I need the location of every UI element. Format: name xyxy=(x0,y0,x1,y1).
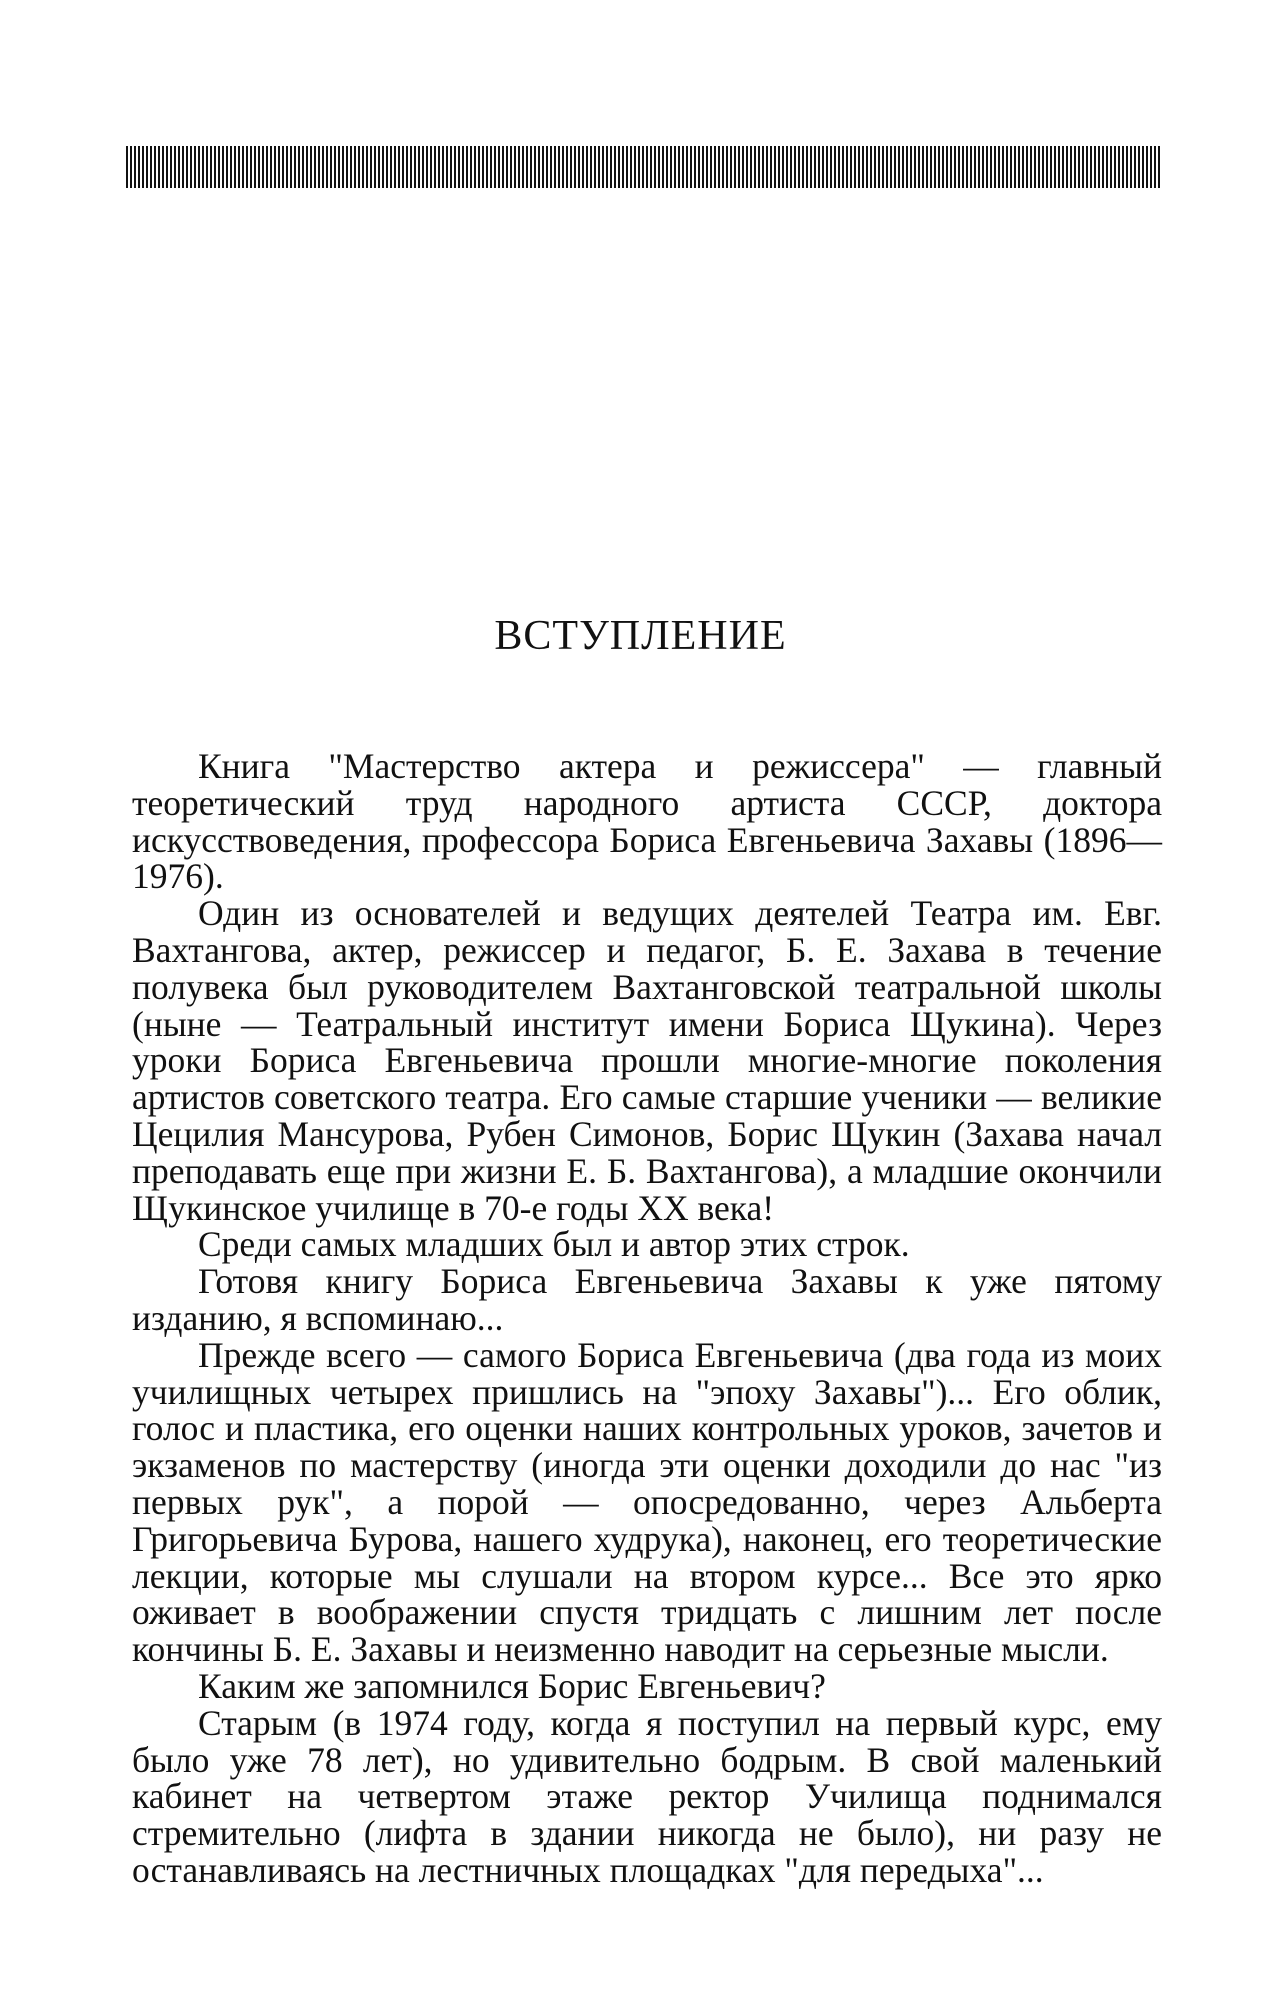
paragraph: Среди самых младших был и автор этих строк. xyxy=(198,1224,910,1265)
chapter-body xyxy=(132,748,1162,1889)
paragraph: Прежде всего — самого Бориса Евгеньевича (два года из моих училищных четырех пришлись на "эпоху Захавы")... Его облик, голос и пластика, его оценки наших контрольных уроков, зачетов и экзаменов по мастерству (иногда эти оценки доходили до нас "из первых рук", а порой — опосредованно, через Альберта Григорьевича Бурова, нашего худрука), наконец, его теоретические лекции, которые мы слушали на втором курсе... Все это ярко оживает в воображении спустя тридцать с лишним лет после кончины Б. Е. Захавы и неизменно наводит на серьезные мысли. xyxy=(132,1334,1162,1670)
paragraph: Один из основателей и ведущих деятелей Театра им. Евг. Вахтангова, актер, режиссер и педагог, Б. Е. Захава в течение полувека был руководителем Вахтанговской театральной школы (ныне — Театральный институт имени Бориса Щукина). Через уроки Бориса Евгеньевича прошли многие-многие поколения артистов советского театра. Его самые старшие ученики — великие Цецилия Мансурова, Рубен Симонов, Борис Щукин (Захава начал преподавать еще при жизни Е. Б. Вахтангова), а младшие окончили Щукинское училище в 70-е годы XX века! xyxy=(132,893,1162,1228)
decorative-header-band xyxy=(126,146,1161,188)
paragraph: Готовя книгу Бориса Евгеньевича Захавы к уже пятому изданию, я вспоминаю... xyxy=(132,1261,1162,1338)
chapter-heading: ВСТУПЛЕНИЕ xyxy=(494,613,787,659)
paragraph: Каким же запомнился Борис Евгеньевич? xyxy=(198,1665,826,1706)
paragraph: Старым (в 1974 году, когда я поступил на первый курс, ему было уже 78 лет), но удивительно бодрым. В свой маленький кабинет на четвертом этаже ректор Училища поднимался стремительно (лифта в здании никогда не было), ни разу не останавливаясь на лестничных площадках "для передыха"... xyxy=(132,1702,1162,1890)
paragraph: Книга "Мастерство актера и режиссера" — главный теоретический труд народного артиста СССР, доктора искусствоведения, профессора Бориса Евгеньевича Захавы (1896—1976). xyxy=(132,746,1162,897)
